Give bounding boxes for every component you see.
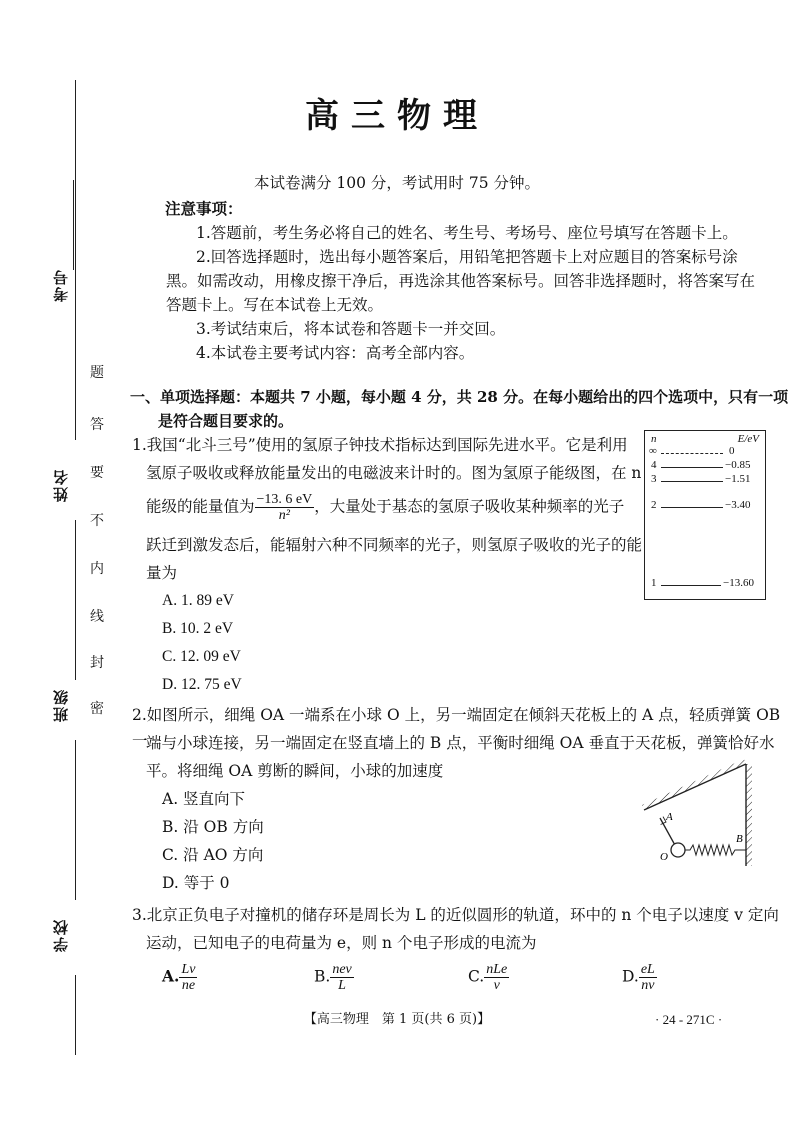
level-line bbox=[661, 453, 723, 454]
spring-ob bbox=[685, 845, 746, 855]
spring-ball-diagram bbox=[640, 758, 770, 870]
level-e: −3.40 bbox=[725, 499, 751, 511]
notice-item: 3.考试结束后，将本试卷和答题卡一并交回。 bbox=[196, 320, 506, 338]
level-n: 2 bbox=[651, 499, 657, 511]
formula-denominator: n² bbox=[278, 508, 290, 523]
fraction-numerator: Lv bbox=[181, 962, 196, 977]
energy-formula bbox=[255, 492, 315, 523]
level-n: ∞ bbox=[649, 445, 657, 457]
option-fraction bbox=[639, 962, 657, 993]
level-n: 3 bbox=[651, 473, 657, 485]
level-n: 4 bbox=[651, 459, 657, 471]
q2-stem: 平。将细绳 OA 剪断的瞬间，小球的加速度 bbox=[146, 762, 444, 780]
margin-line-3 bbox=[75, 740, 76, 900]
q3-option-c bbox=[468, 962, 509, 993]
fraction-numerator: nLe bbox=[486, 962, 508, 977]
option-letter: A. bbox=[162, 966, 180, 986]
seal-char: 封 bbox=[90, 655, 104, 671]
q3-option-b bbox=[314, 962, 354, 993]
level-e: −13.60 bbox=[723, 577, 754, 589]
fraction-numerator: nev bbox=[332, 962, 352, 977]
q1-option-b: B. 10. 2 eV bbox=[162, 620, 234, 637]
q3-stem: 3.北京正负电子对撞机的储存环是周长为 L 的近似圆形的轨道，环中的 n 个电子以速度 v 定向 bbox=[132, 906, 779, 924]
q1-stem-text: 能级的能量值为 bbox=[146, 497, 255, 516]
inclined-ceiling bbox=[642, 759, 746, 810]
diagram-n-label: n bbox=[651, 433, 657, 445]
option-fraction bbox=[484, 962, 509, 993]
name-label: 姓名 bbox=[52, 468, 70, 502]
section-heading: 一、单项选择题：本题共 7 小题，每小题 4 分，共 28 分。在每小题给出的四个选项中，只有一项 bbox=[130, 388, 789, 406]
vertical-wall bbox=[746, 764, 752, 866]
notice-item: 4.本试卷主要考试内容：高考全部内容。 bbox=[196, 344, 475, 362]
option-letter: C. bbox=[468, 967, 485, 986]
option-letter: D. bbox=[622, 967, 639, 986]
option-letter: B. bbox=[314, 967, 331, 986]
q3-option-a bbox=[162, 962, 197, 993]
level-n: 1 bbox=[651, 577, 657, 589]
q1-stem: 氢原子吸收或释放能量发出的电磁波来计时的。图为氢原子能级图，在 n bbox=[146, 464, 642, 482]
school-label: 学校 bbox=[52, 918, 70, 952]
q2-option-d: D. 等于 0 bbox=[162, 874, 230, 892]
seal-char: 题 bbox=[90, 365, 104, 381]
page-footer: 【高三物理 第 1 页(共 6 页)】 bbox=[303, 1012, 491, 1027]
notice-item: 2.回答选择题时，选出每小题答案后，用铅笔把答题卡上对应题目的答案标号涂 bbox=[196, 248, 738, 266]
exam-code: · 24 - 271C · bbox=[655, 1012, 723, 1027]
label-o: O bbox=[660, 851, 668, 863]
q2-stem: 2.如图所示，细绳 OA 一端系在小球 O 上，另一端固定在倾斜天花板上的 A 点，轻质弹簧 OB 一 bbox=[132, 706, 781, 750]
fraction-denominator: v bbox=[493, 978, 500, 993]
level-line bbox=[661, 507, 723, 508]
q1-stem bbox=[146, 492, 624, 523]
seal-char: 答 bbox=[90, 417, 104, 433]
q1-stem: 量为 bbox=[146, 564, 178, 582]
seal-char: 要 bbox=[90, 465, 104, 481]
notice-item: 1.答题前，考生务必将自己的姓名、考生号、考场号、座位号填写在答题卡上。 bbox=[196, 224, 738, 242]
q1-stem-text: ，大量处于基态的氢原子吸收某种频率的光子 bbox=[314, 497, 625, 516]
level-e: 0 bbox=[729, 445, 735, 457]
fraction-denominator: nv bbox=[641, 978, 655, 993]
seal-char: 线 bbox=[90, 609, 104, 625]
q2-option-b: B. 沿 OB 方向 bbox=[162, 818, 264, 836]
section-heading-cont: 是符合题目要求的。 bbox=[158, 412, 294, 430]
q1-option-c: C. 12. 09 eV bbox=[162, 648, 241, 665]
level-e: −0.85 bbox=[725, 459, 751, 471]
ball-o bbox=[671, 843, 685, 857]
page-title: 高三物理 bbox=[305, 96, 489, 136]
label-a: A bbox=[666, 811, 673, 823]
notice-item: 答题卡上。写在本试卷上无效。 bbox=[166, 296, 384, 314]
fraction-denominator: L bbox=[338, 978, 346, 993]
q1-stem: 跃迁到激发态后，能辐射六种不同频率的光子，则氢原子吸收的光子的能 bbox=[146, 536, 643, 554]
level-line bbox=[661, 585, 721, 586]
q1-option-d: D. 12. 75 eV bbox=[162, 676, 242, 693]
q3-option-d bbox=[622, 962, 657, 993]
option-fraction bbox=[179, 962, 197, 993]
fraction-denominator: ne bbox=[181, 978, 196, 993]
label-b: B bbox=[736, 833, 743, 845]
option-fraction bbox=[330, 962, 353, 993]
diagram-e-label: E/eV bbox=[737, 433, 759, 445]
q1-stem: 1.我国“北斗三号”使用的氢原子钟技术指标达到国际先进水平。它是利用 bbox=[132, 436, 628, 454]
exam-no-label: 考号 bbox=[52, 268, 70, 302]
q2-option-a: A. 竖直向下 bbox=[162, 790, 246, 808]
q2-stem: 端与小球连接，另一端固定在竖直墙上的 B 点，平衡时细绳 OA 垂直于天花板，弹簧恰好水 bbox=[146, 734, 775, 752]
seal-char: 不 bbox=[90, 513, 104, 529]
notice-item: 黑。如需改动，用橡皮擦干净后，再选涂其他答案标号。回答非选择题时，将答案写在 bbox=[166, 272, 756, 290]
seal-char: 密 bbox=[90, 701, 104, 717]
level-line bbox=[661, 467, 723, 468]
level-e: −1.51 bbox=[725, 473, 751, 485]
energy-level-diagram bbox=[644, 430, 766, 600]
notice-heading: 注意事项： bbox=[165, 199, 243, 218]
seal-char: 内 bbox=[90, 561, 104, 577]
level-line bbox=[661, 481, 723, 482]
q3-stem: 运动，已知电子的电荷量为 e，则 n 个电子形成的电流为 bbox=[146, 934, 537, 952]
formula-numerator: −13. 6 eV bbox=[256, 492, 313, 507]
class-label: 班级 bbox=[52, 688, 70, 722]
q1-option-a: A. 1. 89 eV bbox=[162, 592, 234, 609]
margin-line-2 bbox=[75, 520, 76, 680]
exam-info: 本试卷满分 100 分，考试用时 75 分钟。 bbox=[253, 174, 541, 192]
fraction-numerator: eL bbox=[640, 962, 655, 977]
q2-option-c: C. 沿 AO 方向 bbox=[162, 846, 264, 864]
